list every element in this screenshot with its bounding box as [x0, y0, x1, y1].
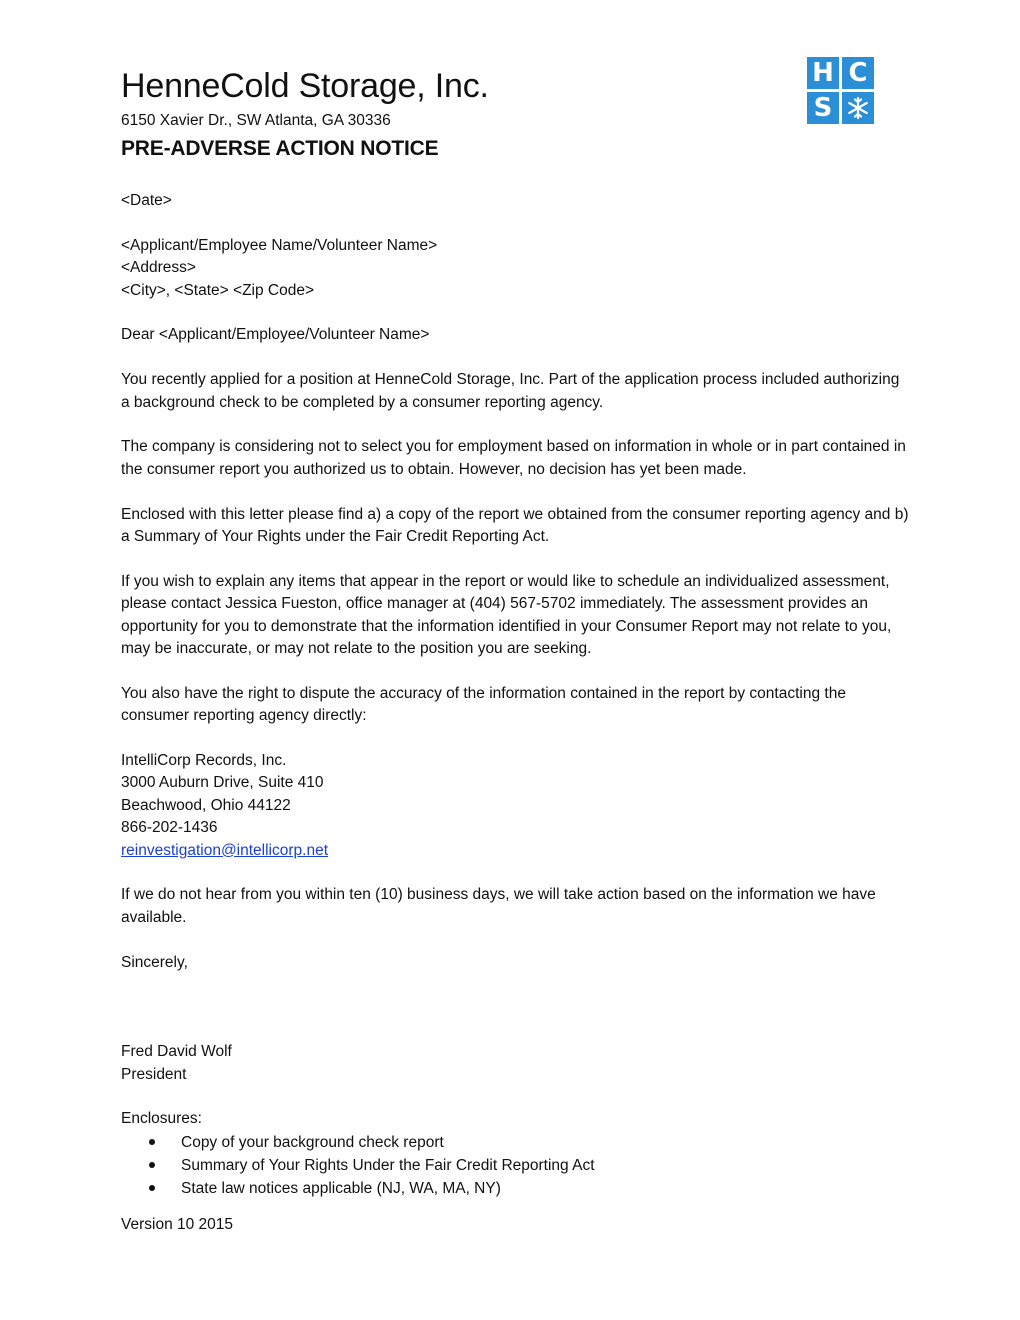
notice-title: PRE-ADVERSE ACTION NOTICE [121, 137, 439, 160]
agency-street: 3000 Auburn Drive, Suite 410 [121, 774, 324, 792]
letter-date: <Date> [121, 192, 172, 209]
agency-city: Beachwood, Ohio 44122 [121, 796, 291, 814]
letter-page [121, 64, 911, 1236]
logo-letter-h: H [807, 57, 839, 89]
logo-letter-s: S [807, 92, 839, 124]
version-label: Version 10 2015 [121, 1215, 234, 1233]
letter-body [121, 190, 911, 1236]
list-item: Copy of your background check report [181, 1131, 911, 1154]
signer-name: Fred David Wolf [121, 1043, 232, 1061]
paragraph-closing: If we do not hear from you within ten (10) business days, we will take action based on the information we have available. [121, 886, 876, 926]
company-address: 6150 Xavier Dr., SW Atlanta, GA 30336 [121, 112, 391, 129]
agency-name: IntelliCorp Records, Inc. [121, 752, 287, 770]
list-item: Summary of Your Rights Under the Fair Credit Reporting Act [181, 1154, 911, 1177]
logo-letter-c: C [842, 57, 874, 89]
recipient-city-state-zip: <City>, <State> <Zip Code> [121, 281, 315, 299]
paragraph-consideration: The company is considering not to select you for employment based on information in whole or in part contained in the consumer report you authorized us to obtain. However, no decision has yet been made. [121, 438, 906, 478]
agency-email-link[interactable]: reinvestigation@intellicorp.net [121, 841, 329, 859]
recipient-address: <Address> [121, 259, 196, 277]
enclosures-label: Enclosures: [121, 1110, 202, 1128]
recipient-name: <Applicant/Employee Name/Volunteer Name> [121, 236, 438, 254]
enclosures-list [121, 1131, 911, 1200]
paragraph-dispute: You also have the right to dispute the accuracy of the information contained in the report by contacting the consumer reporting agency directly: [121, 684, 846, 725]
paragraph-enclosed: Enclosed with this letter please find a) a copy of the report we obtained from the consumer reporting agency and b) a Summary of Your Rights under the Fair Credit Reporting Act. [121, 505, 909, 546]
company-name: HenneCold Storage, Inc. [121, 67, 489, 105]
signoff: Sincerely, [121, 953, 188, 971]
agency-phone: 866-202-1436 [121, 819, 218, 837]
paragraph-application: You recently applied for a position at HenneCold Storage, Inc. Part of the application process included authorizing a background check to be completed by a consumer reporting agency. [121, 371, 900, 411]
paragraph-explain: If you wish to explain any items that appear in the report or would like to schedule an individualized assessment, please contact Jessica Fueston, office manager at (404) 567-5702 immediately. The assessment provides an opportunity for you to demonstrate that the information identified in your Consumer Report may not relate to you, may be inaccurate, or may not relate to the position you are seeking. [121, 572, 892, 658]
salutation: Dear <Applicant/Employee/Volunteer Name> [121, 326, 430, 344]
signer-title: President [121, 1065, 187, 1083]
list-item: State law notices applicable (NJ, WA, MA, NY) [181, 1177, 911, 1200]
